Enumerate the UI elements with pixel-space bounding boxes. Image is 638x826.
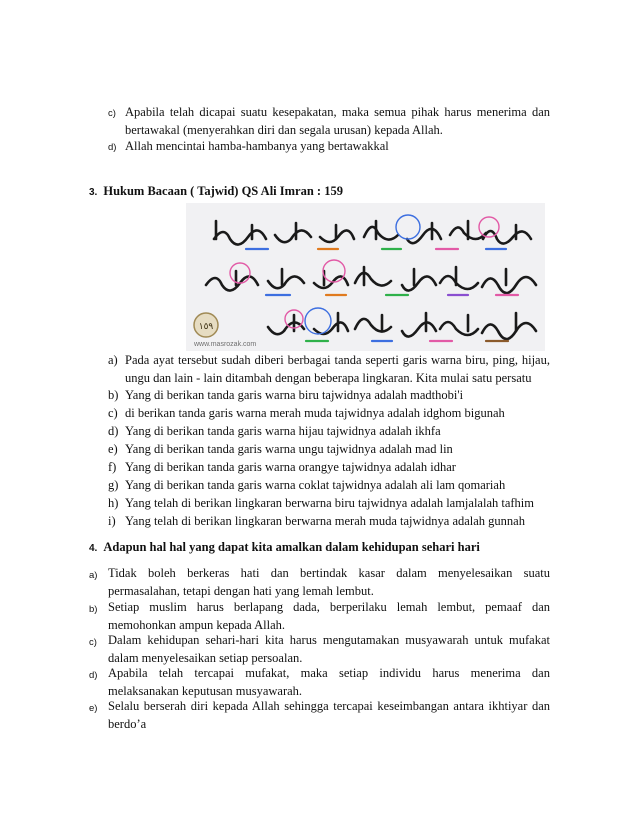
list-text: Apabila telah dicapai suatu kesepakatan, maka semua pihak harus menerima dan bertawakal (menyerahkan diri dan segala urusan) kepada Allah.: [125, 105, 550, 137]
section-3-item: [108, 513, 550, 531]
section-3-item: [108, 495, 550, 513]
list-text: Allah mencintai hamba-hambanya yang bertawakkal: [125, 139, 389, 153]
section-4-heading: [89, 538, 480, 558]
list-text: Yang di berikan tanda garis warna coklat tajwidnya adalah ali lam qomariah: [125, 478, 506, 492]
section-4-item: [89, 698, 550, 733]
list-label: h): [108, 496, 119, 510]
list-text: Yang di berikan tanda garis warna ungu tajwidnya adalah mad lin: [125, 442, 453, 456]
list-label: c): [108, 108, 116, 119]
list-text: Yang di berikan tanda garis warna biru tajwidnya adalah madthobi'i: [125, 388, 464, 402]
section-4-item: [89, 565, 550, 600]
list-label: c): [89, 637, 97, 648]
list-text: Setiap muslim harus berlapang dada, berperilaku lemah lembut, pemaaf dan memohonkan ampun kepada Allah.: [108, 600, 550, 632]
list-text: Apabila telah tercapai mufakat, maka setiap individu harus menerima dan melaksanakan keputusan musyawarah.: [108, 666, 550, 698]
top-list-item: [108, 104, 550, 139]
section-number: 4.: [89, 543, 98, 554]
list-text: Dalam kehidupan sehari-hari kita harus mengutamakan musyawarah untuk mufakat dalam menyelesaikan setiap persoalan.: [108, 633, 550, 665]
section-3-item: [108, 459, 550, 477]
list-label: a): [108, 353, 118, 367]
list-text: Yang di berikan tanda garis warna orangye tajwidnya adalah idhar: [125, 460, 456, 474]
list-label: d): [89, 670, 98, 681]
watermark-text: www.masrozak.com: [194, 341, 257, 348]
section-3-heading: [89, 182, 343, 202]
section-3-item: [108, 387, 550, 405]
list-text: Yang di berikan tanda garis warna hijau tajwidnya adalah ikhfa: [125, 424, 441, 438]
ayah-number: ١٥٩: [198, 322, 214, 332]
list-text: Tidak boleh berkeras hati dan bertindak kasar dalam menyelesaikan suatu permasalahan, tetapi dengan hati yang lemah lembut.: [108, 566, 550, 598]
list-text: Pada ayat tersebut sudah diberi berbagai tanda seperti garis warna biru, ping, hijau, ungu dan lain - lain ditambah dengan beberapa lingkaran. Kita mulai satu persatu: [125, 353, 550, 385]
section-3-item: [108, 352, 550, 387]
section-number: 3.: [89, 187, 98, 198]
quran-verse-image: [186, 203, 545, 351]
section-3-item: [108, 477, 550, 495]
list-label: i): [108, 514, 116, 528]
list-label: b): [89, 604, 98, 615]
list-label: d): [108, 142, 117, 153]
list-label: e): [89, 703, 98, 714]
section-3-item: [108, 405, 550, 423]
list-label: a): [89, 570, 98, 581]
list-label: f): [108, 460, 117, 474]
list-text: Selalu berserah diri kepada Allah sehingga tercapai keseimbangan antara ikhtiyar dan berdo’a: [108, 699, 550, 731]
section-4-item: [89, 599, 550, 634]
list-label: e): [108, 442, 118, 456]
arabic-calligraphy-picture: [186, 203, 545, 351]
list-label: b): [108, 388, 119, 402]
list-text: di berikan tanda garis warna merah muda tajwidnya adalah idghom bigunah: [125, 406, 505, 420]
section-title: Hukum Bacaan ( Tajwid) QS Ali Imran : 159: [103, 184, 343, 198]
section-4-item: [89, 632, 550, 667]
list-label: c): [108, 406, 118, 420]
top-list-item: [108, 138, 550, 156]
list-text: Yang telah di berikan lingkaran berwarna biru tajwidnya adalah lamjalalah tafhim: [125, 496, 535, 510]
section-3-item: [108, 423, 550, 441]
section-title: Adapun hal hal yang dapat kita amalkan dalam kehidupan sehari hari: [103, 540, 480, 554]
section-4-item: [89, 665, 550, 700]
list-label: g): [108, 478, 119, 492]
section-3-item: [108, 441, 550, 459]
list-text: Yang telah di berikan lingkaran berwarna merah muda tajwidnya adalah gunnah: [125, 514, 525, 528]
list-label: d): [108, 424, 119, 438]
